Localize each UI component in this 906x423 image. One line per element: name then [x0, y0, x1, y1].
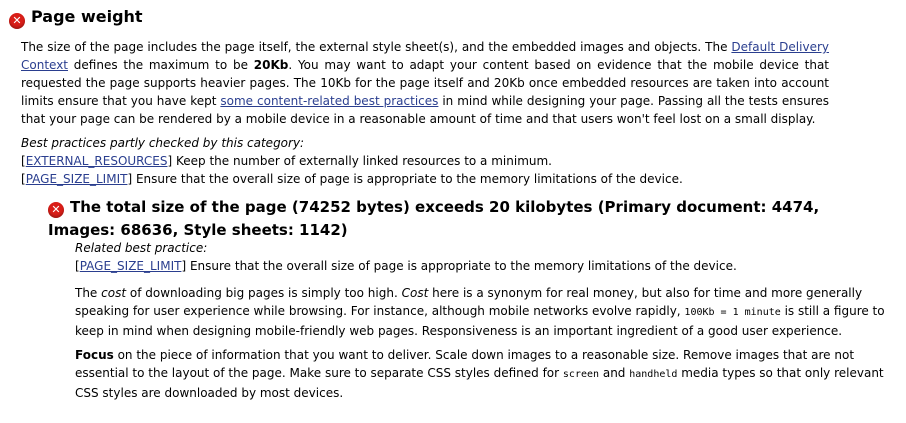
default-delivery-context-link[interactable]: Default Delivery Context	[21, 40, 829, 72]
paragraph-text: The	[75, 286, 102, 300]
intro-paragraph	[21, 38, 829, 128]
intro-text: The size of the page includes the page itself, the external style sheet(s), and the embedded images and objects. The	[21, 40, 732, 54]
related-best-practice-text: Ensure that the overall size of page is appropriate to the memory limitations of the device.	[186, 259, 737, 273]
test-result-heading	[48, 196, 868, 242]
emphasis-cost: Cost	[401, 286, 429, 300]
paragraph-text: media types so that only relevant CSS styles are downloaded by most devices.	[75, 366, 884, 400]
best-practice-item: [EXTERNAL_RESOURCES] Keep the number of externally linked resources to a minimum.	[21, 154, 552, 168]
code-snippet: handheld	[629, 369, 678, 380]
intro-text: defines the maximum to be	[68, 58, 254, 72]
section-heading	[9, 7, 143, 29]
focus-label: Focus	[75, 348, 114, 362]
content-best-practices-link[interactable]: some content-related best practices	[220, 94, 439, 108]
intro-text: in mind while designing your page. Passing all the tests ensures that your page can be rendered by a mobile device in a reasonable amount of time and that users won't feel lost on a small display.	[21, 94, 829, 126]
paragraph-text: and	[599, 366, 630, 380]
code-snippet: screen	[562, 369, 600, 380]
section-title: Page weight	[31, 7, 143, 26]
best-practices-title: Best practices partly checked by this category:	[21, 136, 305, 150]
best-practice-item: [PAGE_SIZE_LIMIT] Ensure that the overall size of page is appropriate to the memory limitations of the device.	[21, 172, 683, 186]
page-size-limit-link[interactable]: PAGE_SIZE_LIMIT	[79, 259, 182, 273]
paragraph-text: of downloading big pages is simply too high.	[126, 286, 402, 300]
external-resources-link[interactable]: EXTERNAL_RESOURCES	[25, 154, 168, 168]
best-practice-text: Keep the number of externally linked resources to a minimum.	[172, 154, 552, 168]
max-size-value: 20Kb	[253, 58, 289, 72]
code-snippet: 100Kb = 1 minute	[684, 307, 781, 318]
emphasis-cost: cost	[101, 286, 127, 300]
paragraph-text: here is a synonym for real money, but also for time and more generally speaking for user experience while browsing. For instance, although mobile networks evolve rapidly,	[75, 286, 863, 318]
error-icon: ✕	[9, 13, 25, 29]
paragraph-text: is still a figure to keep in mind when designing mobile-friendly web pages. Responsiveness is an important ingredient of a good user experience.	[75, 304, 885, 338]
intro-text: . You may want to adapt your content based on evidence that the mobile device that requested the page supports heavier pages. The 10Kb for the page itself and 20Kb once embedded resources are taken into account limits ensure that you have kept	[21, 58, 830, 108]
paragraph-text: on the piece of information that you want to deliver. Scale down images to a reasonable size. Remove images that are not essential to the layout of the page. Make sure to separate CSS styles defined for	[75, 348, 855, 380]
test-result-title: The total size of the page (74252 bytes) exceeds 20 kilobytes (Primary document: 4474, Images: 68636, Style sheets: 1142)	[48, 198, 820, 239]
page-size-limit-link[interactable]: PAGE_SIZE_LIMIT	[25, 172, 128, 186]
related-best-practice-title: Related best practice:	[75, 241, 208, 255]
related-best-practice-item: [PAGE_SIZE_LIMIT] Ensure that the overall size of page is appropriate to the memory limitations of the device.	[75, 259, 737, 273]
cost-paragraph	[75, 284, 897, 340]
focus-paragraph	[75, 346, 897, 402]
best-practice-text: Ensure that the overall size of page is appropriate to the memory limitations of the device.	[132, 172, 683, 186]
error-icon: ✕	[48, 202, 64, 218]
